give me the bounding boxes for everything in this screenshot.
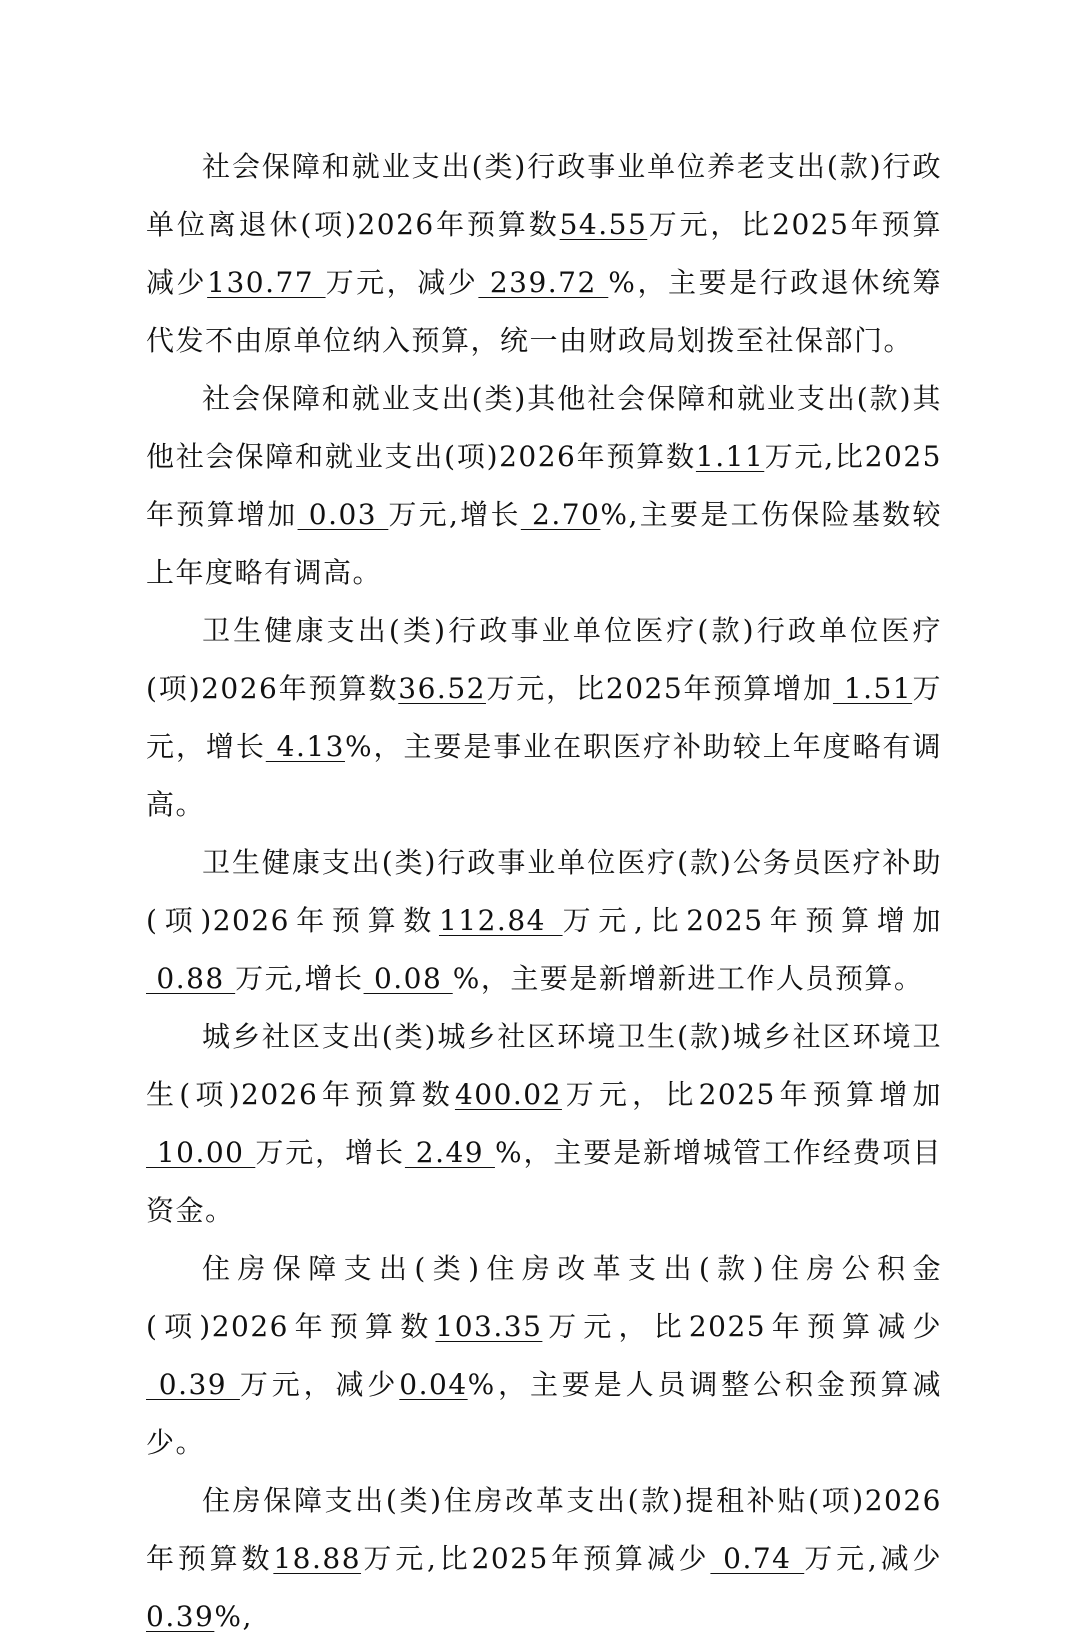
change-amount: 0.03 (297, 498, 389, 531)
budget-amount: 18.88 (273, 1542, 362, 1575)
change-percent: 0.39 (146, 1600, 215, 1633)
change-percent: 0.04 (399, 1368, 468, 1401)
change-percent: 0.08 (363, 962, 453, 995)
paragraph-social-security-other: 社会保障和就业支出(类)其他社会保障和就业支出(款)其他社会保障和就业支出(项)2026年预算数1.11万元,比2025年预算增加 0.03 万元,增长 2.70%,主要是工伤保险基数较上年度略有调高。 (146, 382, 942, 589)
paragraph-urban-rural-sanitation: 城乡社区支出(类)城乡社区环境卫生(款)城乡社区环境卫生(项)2026年预算数400.02万元，比2025年预算增加 10.00 万元，增长 2.49 %，主要是新增城管工作经费项目资金。 (146, 1020, 942, 1227)
budget-amount: 36.52 (398, 672, 486, 705)
change-percent: 239.72 (478, 266, 609, 299)
change-amount: 1.51 (832, 672, 913, 705)
change-amount: 0.74 (710, 1542, 805, 1575)
budget-amount: 400.02 (454, 1078, 562, 1111)
change-percent: 4.13 (265, 730, 345, 763)
paragraph-health-admin-medical: 卫生健康支出(类)行政事业单位医疗(款)行政单位医疗(项)2026年预算数36.52万元，比2025年预算增加 1.51万元，增长 4.13%，主要是事业在职医疗补助较上年度略有调高。 (146, 614, 942, 821)
paragraph-housing-provident-fund: 住房保障支出(类)住房改革支出(款)住房公积金(项)2026年预算数103.35万元，比2025年预算减少 0.39 万元，减少0.04%，主要是人员调整公积金预算减少。 (146, 1252, 942, 1459)
document-body (146, 138, 942, 1646)
paragraph-social-security-retirement: 社会保障和就业支出(类)行政事业单位养老支出(款)行政单位离退休(项)2026年预算数54.55万元，比2025年预算减少130.77 万元，减少 239.72 %，主要是行政退休统筹代发不由原单位纳入预算，统一由财政局划拨至社保部门。 (146, 150, 943, 357)
change-percent: 2.70 (520, 498, 601, 531)
change-amount: 10.00 (146, 1136, 256, 1169)
change-amount: 0.39 (146, 1368, 240, 1401)
budget-amount: 54.55 (559, 208, 648, 241)
change-percent: 2.49 (404, 1136, 495, 1169)
paragraph-housing-rent-subsidy: 住房保障支出(类)住房改革支出(款)提租补贴(项)2026年预算数18.88万元,比2025年预算减少 0.74 万元,减少0.39%, (146, 1484, 942, 1633)
paragraph-health-civil-servant-subsidy: 卫生健康支出(类)行政事业单位医疗(款)公务员医疗补助(项)2026年预算数112.84 万元,比2025年预算增加 0.88 万元,增长 0.08 %，主要是新增新进工作人员预算。 (146, 846, 942, 995)
budget-amount: 112.84 (438, 904, 563, 937)
budget-amount: 103.35 (435, 1310, 543, 1343)
change-amount: 0.88 (146, 962, 236, 995)
change-amount: 130.77 (207, 266, 326, 299)
budget-amount: 1.11 (695, 440, 765, 473)
